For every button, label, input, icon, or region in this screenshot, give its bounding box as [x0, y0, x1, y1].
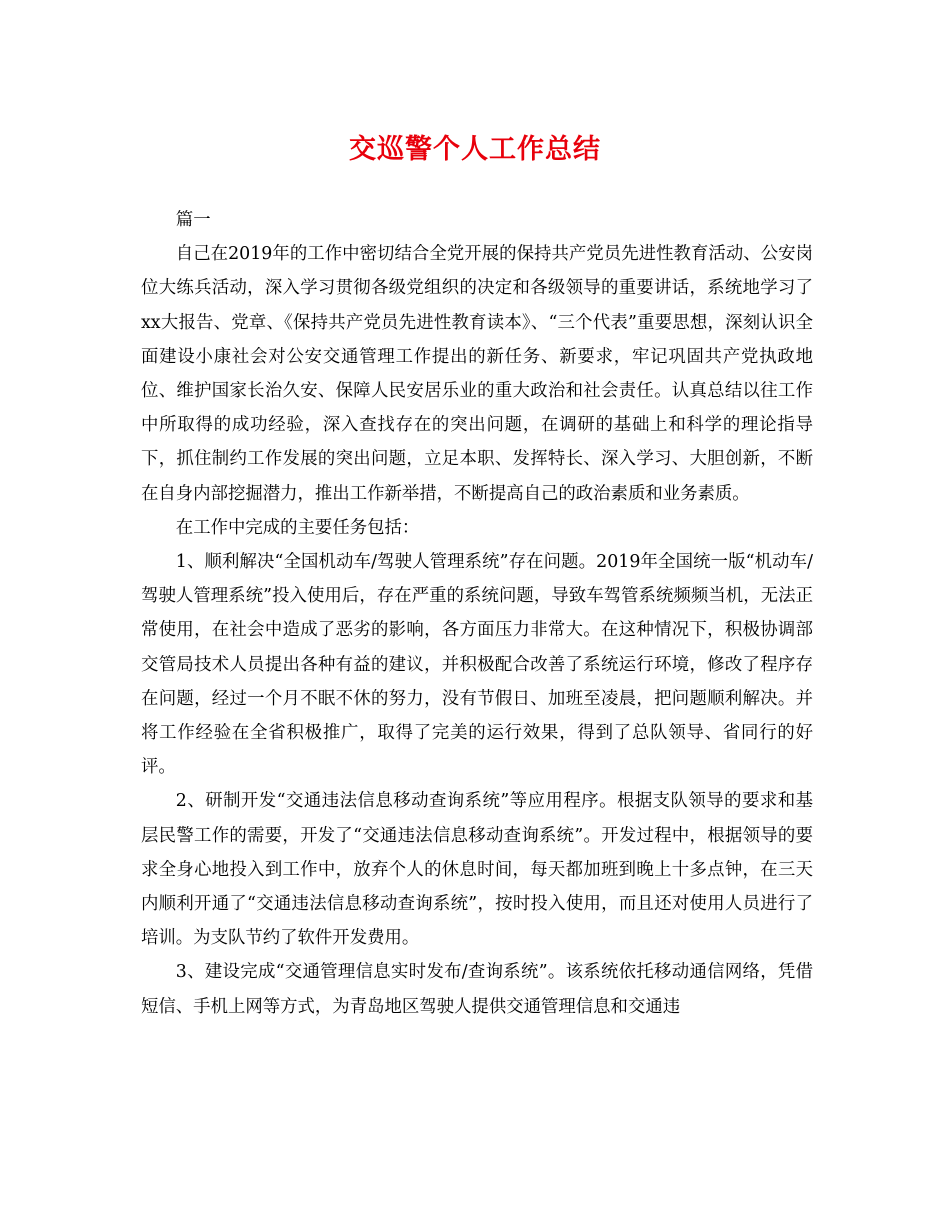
section-heading: 篇一: [175, 210, 211, 230]
paragraph: 3、建设完成“交通管理信息实时发布/查询系统”。该系统依托移动通信网络，凭借短信、手机上网等方式，为青岛地区驾驶人提供交通管理信息和交通违: [141, 962, 813, 1017]
paragraph: 在工作中完成的主要任务包括：: [175, 517, 420, 538]
paragraph: 1、顺利解决“全国机动车/驾驶人管理系统”存在问题。2019年全国统一版“机动车/驾驶人管理系统”投入使用后，存在严重的系统问题，导致车驾管系统频频当机，无法正常使用，在社会中造成了恶劣的影响，各方面压力非常大。在这种情况下，积极协调部交管局技术人员提出各种有益的建议，并积极配合改善了系统运行环境，修改了程序存在问题，经过一个月不眠不休的努力，没有节假日、加班至凌晨，把问题顺利解决。并将工作经验在全省积极推广，取得了完美的运行效果，得到了总队领导、省同行的好评。: [141, 552, 813, 778]
document-body: [141, 203, 813, 1024]
document-title: 交巡警个人工作总结: [349, 134, 601, 165]
paragraph: 2、研制开发“交通违法信息移动查询系统”等应用程序。根据支队领导的要求和基层民警工作的需要，开发了“交通违法信息移动查询系统”。开发过程中，根据领导的要求全身心地投入到工作中，放弃个人的休息时间，每天都加班到晚上十多点钟，在三天内顺利开通了“交通违法信息移动查询系统”，按时投入使用，而且还对使用人员进行了培训。为支队节约了软件开发费用。: [141, 791, 813, 949]
paragraph: 自己在2019年的工作中密切结合全党开展的保持共产党员先进性教育活动、公安岗位大练兵活动，深入学习贯彻各级党组织的决定和各级领导的重要讲话，系统地学习了xx大报告、党章、《保持共产党员先进性教育读本》、“三个代表”重要思想，深刻认识全面建设小康社会对公安交通管理工作提出的新任务、新要求，牢记巩固共产党执政地位、维护国家长治久安、保障人民安居乐业的重大政治和社会责任。认真总结以往工作中所取得的成功经验，深入查找存在的突出问题，在调研的基础上和科学的理论指导下，抓住制约工作发展的突出问题，立足本职、发挥特长、深入学习、大胆创新，不断在自身内部挖掘潜力，推出工作新举措，不断提高自己的政治素质和业务素质。: [141, 244, 813, 504]
